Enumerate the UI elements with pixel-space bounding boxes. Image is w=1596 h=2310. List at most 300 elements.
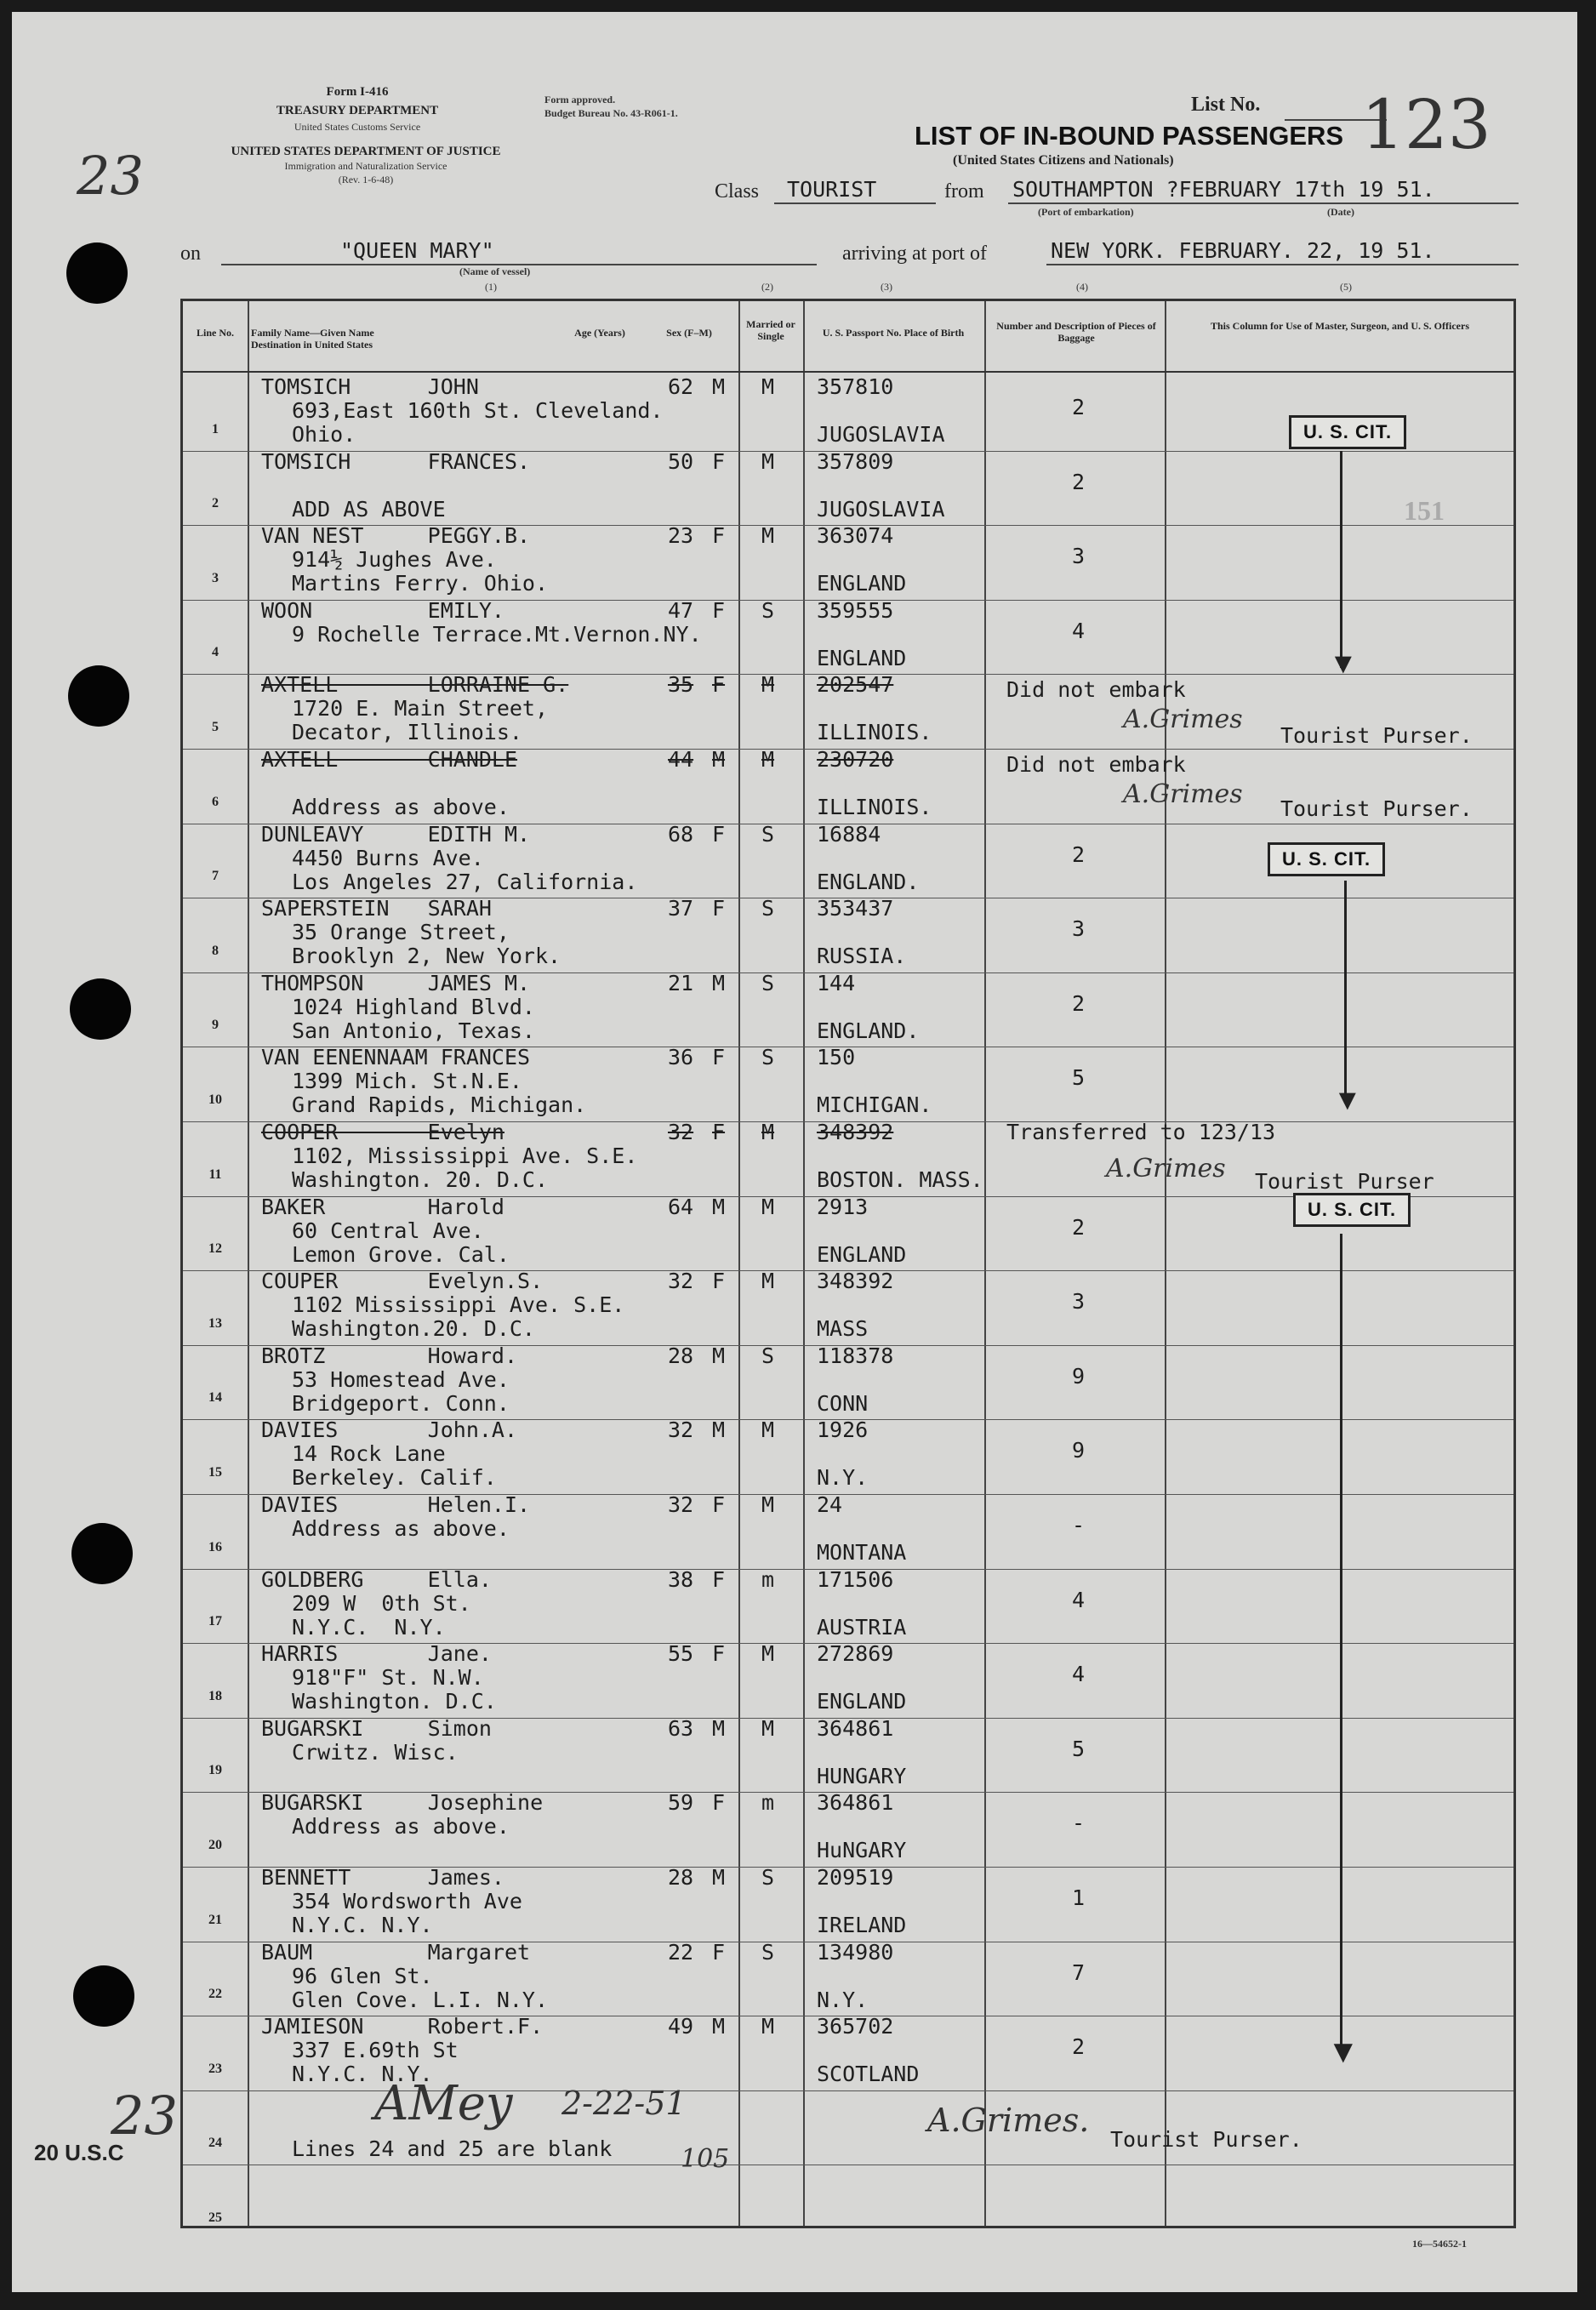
place-of-birth: IRELAND [817,1913,907,1937]
passenger-marital: M [761,523,775,549]
passport-number: 171506 [817,1566,894,1592]
date-caption: (Date) [1327,206,1354,218]
form-approved: Form approved. [544,94,616,106]
baggage-count: 2 [1072,1214,1086,1240]
table-row [183,972,1513,1047]
table-row [183,1643,1513,1718]
line-number: 19 [208,1763,222,1778]
table-row [183,1715,1513,1793]
line-number: 13 [208,1315,222,1331]
inspector-signature: AMey [374,2076,513,2131]
table-row [183,1792,1513,1867]
passport-number: 1926 [817,1417,869,1443]
passenger-age: 59 [668,1790,694,1816]
table-row [183,1566,1513,1644]
passport-number: 118378 [817,1343,894,1368]
place-of-birth: HuNGARY [817,1838,907,1863]
passenger-marital: M [761,1715,775,1741]
passenger-marital: S [761,1939,775,1965]
passenger-name: COUPER Evelyn.S. [261,1269,544,1294]
passenger-age: 32 [668,1492,694,1517]
form-number: Form I-416 [326,85,389,99]
address-line-2: San Antonio, Texas. [292,1018,535,1043]
baggage-count: 2 [1072,469,1086,494]
passport-number: 357810 [817,374,894,399]
arrow-line [1340,451,1342,668]
baggage-count: 4 [1072,1587,1086,1612]
passenger-table [180,299,1516,2228]
address-line-2: Brooklyn 2, New York. [292,944,561,969]
officer-note: Transferred to 123/13 [1006,1120,1276,1144]
baggage-count: 2 [1072,395,1086,419]
baggage-count: 4 [1072,618,1086,643]
table-row [183,1270,1513,1345]
line-number: 16 [208,1539,222,1554]
passenger-sex: M [712,1194,726,1219]
passenger-age: 64 [668,1194,694,1219]
passenger-name: AXTELL LORRAINE G. [261,672,569,698]
passenger-marital: M [761,2014,775,2039]
place-of-birth: ENGLAND. [817,1018,920,1043]
passenger-sex: F [712,1120,726,1144]
arriving-value: NEW YORK. FEBRUARY. 22, 19 51. [1051,238,1435,263]
passenger-sex: F [712,1045,726,1070]
on-label: on [180,242,201,265]
document-subtitle: (United States Citizens and Nationals) [953,153,1174,168]
margin-number-top: 23 [77,145,144,207]
from-underline [1008,202,1519,204]
line-number: 24 [208,2136,222,2151]
treasury-dept: TREASURY DEPARTMENT [276,104,439,117]
table-row [183,1047,1513,1121]
officer-note: Did not embark [1006,677,1186,703]
passenger-marital: M [761,1492,775,1517]
class-value: TOURIST [787,177,877,202]
baggage-count: 9 [1072,1438,1086,1463]
passenger-name: AXTELL CHANDLE [261,747,518,772]
punch-hole [68,665,129,727]
passenger-name: WOON EMILY. [261,597,504,623]
passport-number: 353437 [817,896,894,921]
table-row [183,1419,1513,1494]
address-line-2: Washington.20. D.C. [292,1316,535,1342]
signature-date: 2-22-51 [561,2085,687,2122]
line-number: 18 [208,1688,222,1703]
passport-number: 272869 [817,1641,894,1667]
place-of-birth: RUSSIA. [817,944,907,969]
table-row [183,525,1513,600]
passenger-sex: M [712,1417,726,1443]
passenger-name: BENNETT James. [261,1865,504,1890]
line-number: 4 [212,645,219,660]
class-underline [774,202,936,204]
passenger-name: TOMSICH JOHN [261,374,479,399]
passenger-sex: M [712,1865,726,1890]
passenger-sex: M [712,2014,726,2039]
list-no-value: 123 [1361,85,1491,164]
address-line-1: 354 Wordsworth Ave [292,1889,522,1914]
address-line-1: 14 Rock Lane [292,1441,446,1467]
passport-number: 230720 [817,747,894,772]
us-cit-stamp: U. S. CIT. [1289,415,1406,449]
arriving-label: arriving at port of [842,242,987,265]
passport-number: 363074 [817,523,894,549]
passport-number: 364861 [817,1790,894,1816]
place-of-birth: ENGLAND [817,645,907,670]
margin-number-bottom: 23 [111,2085,178,2147]
passenger-age: 49 [668,2014,694,2039]
passenger-marital: M [761,448,775,474]
passenger-marital: M [761,1194,775,1219]
passenger-marital: S [761,597,775,623]
document-title: LIST OF IN-BOUND PASSENGERS [915,121,1344,151]
passenger-sex: F [712,1269,726,1294]
baggage-count: 2 [1072,2034,1086,2060]
address-line-2: Los Angeles 27, California. [292,869,638,894]
passenger-sex: F [712,1790,726,1816]
passport-number: 348392 [817,1269,894,1294]
address-line-1: 4450 Burns Ave. [292,845,484,870]
place-of-birth: MICHIGAN. [817,1092,932,1118]
passenger-sex: F [712,523,726,549]
place-of-birth: ILLINOIS. [817,720,932,745]
passenger-name: BAKER Harold [261,1194,504,1219]
arrow-down-icon: ▼ [1333,1085,1362,1116]
table-row [183,1867,1513,1942]
passenger-age: 35 [668,672,694,698]
passenger-age: 62 [668,374,694,399]
table-row [183,1494,1513,1569]
passenger-marital: M [761,1641,775,1667]
budget-bureau: Budget Bureau No. 43-R061-1. [544,107,678,119]
line-number: 25 [208,2210,222,2225]
passenger-name: BROTZ Howard. [261,1343,518,1368]
passenger-marital: S [761,896,775,921]
address-line-2: Martins Ferry. Ohio. [292,571,549,596]
place-of-birth: JUGOSLAVIA [817,422,945,447]
colnum-1: (1) [485,281,497,293]
place-of-birth: AUSTRIA [817,1614,907,1640]
passenger-sex: F [712,1566,726,1592]
address-line-2: ADD AS ABOVE [292,496,446,522]
baggage-count: - [1072,1811,1086,1836]
passenger-name: DAVIES Helen.I. [261,1492,531,1517]
address-line-2: Bridgeport. Conn. [292,1390,510,1416]
place-of-birth: SCOTLAND [817,2062,920,2087]
baggage-count: 5 [1072,1736,1086,1761]
address-line-2: N.Y.C. N.Y. [292,1913,433,1937]
place-of-birth: ILLINOIS. [817,795,932,819]
colnum-3: (3) [881,281,892,293]
passenger-name: THOMPSON JAMES M. [261,970,531,995]
table-row [183,1939,1513,2016]
place-of-birth: N.Y. [817,1465,869,1491]
passenger-sex: F [712,896,726,921]
line-number: 9 [212,1018,219,1033]
passenger-sex: F [712,1939,726,1965]
passenger-marital: S [761,821,775,847]
passenger-age: 55 [668,1641,694,1667]
line-number: 22 [208,1987,222,2002]
line-number: 15 [208,1464,222,1480]
address-line-1: 1720 E. Main Street, [292,696,549,722]
purser-note: Tourist Purser [1255,1169,1434,1194]
col-header-line-no: Line No. [196,327,234,339]
passport-number: 16884 [817,821,881,847]
passenger-age: 47 [668,597,694,623]
passport-number: 24 [817,1492,843,1517]
vessel-caption: (Name of vessel) [459,265,531,277]
signature-number: 105 [681,2144,730,2174]
baggage-count: 2 [1072,990,1086,1016]
line-number: 1 [212,421,219,436]
passenger-name: JAMIESON Robert.F. [261,2014,544,2039]
baggage-count: 1 [1072,1885,1086,1910]
passenger-age: 50 [668,448,694,474]
line-number: 2 [212,496,219,511]
address-line-1: 209 W 0th St. [292,1590,471,1616]
baggage-count: 9 [1072,1363,1086,1389]
line-number: 6 [212,794,219,809]
arrow-down-icon: ▼ [1329,648,1358,680]
table-row [183,597,1513,675]
passenger-marital: m [761,1566,775,1592]
line-number: 8 [212,943,219,958]
passenger-marital: M [761,1269,775,1294]
passport-number: 348392 [817,1120,894,1144]
place-of-birth: CONN [817,1390,869,1416]
passport-number: 359555 [817,597,894,623]
address-line-1: 337 E.69th St [292,2038,459,2063]
passport-number: 134980 [817,1939,894,1965]
line-number: 12 [208,1241,222,1257]
place-of-birth: BOSTON. MASS. [817,1167,983,1192]
passenger-age: 28 [668,1865,694,1890]
passenger-name: SAPERSTEIN SARAH [261,896,492,921]
address-line-1: 35 Orange Street, [292,920,510,945]
arrow-down-icon: ▼ [1327,2034,1359,2070]
baggage-count: 3 [1072,1289,1086,1315]
address-line-1: 1102, Mississippi Ave. S.E. [292,1144,638,1168]
passenger-sex: M [712,747,726,772]
passenger-age: 36 [668,1045,694,1070]
ins-service: Immigration and Naturalization Service [284,160,447,172]
purser-note: Tourist Purser. [1280,796,1473,821]
justice-dept: UNITED STATES DEPARTMENT OF JUSTICE [231,145,501,158]
place-of-birth: MASS [817,1316,869,1342]
passenger-marital: S [761,970,775,995]
line-number: 21 [208,1912,222,1927]
address-line-2: N.Y.C. N.Y. [292,2062,433,2087]
passenger-marital: M [761,1417,775,1443]
passenger-name: BUGARSKI Simon [261,1715,492,1741]
port-embark-caption: (Port of embarkation) [1038,206,1134,218]
passport-number: 365702 [817,2014,894,2039]
passenger-sex: F [712,821,726,847]
line-number: 23 [208,2061,222,2076]
passenger-name: GOLDBERG Ella. [261,1566,492,1592]
purser-signature: A.Grimes. [927,2102,1090,2139]
passenger-marital: M [761,374,775,399]
address-line-2: Washington. 20. D.C. [292,1167,549,1192]
passenger-age: 44 [668,747,694,772]
purser-note: Tourist Purser. [1110,2127,1302,2152]
place-of-birth: ENGLAND. [817,869,920,894]
header-divider [183,371,1513,373]
passenger-name: VAN EENENNAAM FRANCES [261,1045,531,1070]
place-of-birth: ENGLAND [817,1241,907,1267]
arrow-line [1344,881,1347,1102]
address-line-2: Grand Rapids, Michigan. [292,1092,587,1118]
officer-note: Did not embark [1006,752,1186,777]
address-line-2: Washington. D.C. [292,1689,497,1714]
address-line-1: 96 Glen St. [292,1963,433,1988]
arrow-line [1340,1234,1342,2055]
passenger-age: 32 [668,1417,694,1443]
punch-hole [66,242,128,304]
faint-number: 151 [1404,495,1445,526]
address-line-2: Decator, Illinois. [292,720,522,745]
passport-number: 364861 [817,1715,894,1741]
usc-code: 20 U.S.C [34,2140,124,2165]
place-of-birth: JUGOSLAVIA [817,496,945,522]
passport-number: 202547 [817,672,894,698]
passenger-sex: F [712,597,726,623]
us-cit-stamp: U. S. CIT. [1268,842,1385,876]
passenger-marital: M [761,747,775,772]
place-of-birth: N.Y. [817,1987,869,2012]
passenger-name: HARRIS Jane. [261,1641,492,1667]
passenger-sex: M [712,1715,726,1741]
passenger-age: 38 [668,1566,694,1592]
line-number: 10 [208,1092,222,1107]
baggage-count: 2 [1072,841,1086,867]
passenger-name: DAVIES John.A. [261,1417,518,1443]
footer-code: 16—54652-1 [1412,2238,1467,2250]
baggage-count: - [1072,1513,1086,1537]
address-line-1: 1399 Mich. St.N.E. [292,1069,522,1094]
from-value: SOUTHAMPTON ?FEBRUARY 17th 19 51. [1012,177,1435,202]
col-header-name: Family Name—Given Name Destination in United States [251,327,374,351]
passenger-marital: M [761,672,775,698]
table-row [183,898,1513,972]
arriving-underline [1046,264,1519,265]
punch-hole [73,1965,134,2027]
passenger-age: 63 [668,1715,694,1741]
passenger-sex: F [712,672,726,698]
purser-signature: A.Grimes [1123,704,1243,734]
passenger-sex: F [712,448,726,474]
passenger-sex: F [712,1492,726,1517]
from-label: from [944,180,984,202]
table-row [183,448,1513,526]
passenger-age: 32 [668,1120,694,1144]
passenger-age: 32 [668,1269,694,1294]
line-number: 14 [208,1390,222,1406]
line-number: 5 [212,719,219,734]
colnum-4: (4) [1076,281,1088,293]
col-header-sex: Sex (F–M) [666,327,712,339]
address-line-2: Ohio. [292,422,356,447]
passenger-name: TOMSICH FRANCES. [261,448,531,474]
passport-number: 144 [817,970,856,995]
customs-service: United States Customs Service [294,121,421,133]
passenger-age: 37 [668,896,694,921]
passport-number: 357809 [817,448,894,474]
class-label: Class [715,180,760,202]
passenger-age: 23 [668,523,694,549]
address-line-1: Address as above. [292,1516,510,1541]
address-line-1: 9 Rochelle Terrace.Mt.Vernon.NY. [292,621,702,647]
address-line-1: Address as above. [292,1814,510,1839]
vessel-value: "QUEEN MARY" [340,238,494,263]
address-line-1: 60 Central Ave. [292,1218,484,1243]
address-line-1: 1024 Highland Blvd. [292,994,535,1019]
passenger-name: DUNLEAVY EDITH M. [261,821,531,847]
col-header-baggage: Number and Description of Pieces of Baggage [996,320,1156,344]
address-line-1: 53 Homestead Ave. [292,1366,510,1392]
table-row [183,2165,1513,2239]
purser-note: Tourist Purser. [1280,723,1473,748]
passenger-name: VAN NEST PEGGY.B. [261,523,531,549]
line-number: 17 [208,1614,222,1629]
colnum-2: (2) [761,281,773,293]
purser-signature: A.Grimes [1106,1154,1226,1184]
baggage-count: 3 [1072,916,1086,942]
line-number: 3 [212,570,219,585]
address-line-1: 918"F" St. N.W. [292,1665,484,1691]
baggage-count: 5 [1072,1065,1086,1091]
revision: (Rev. 1-6-48) [338,174,394,185]
passenger-age: 22 [668,1939,694,1965]
line-number: 20 [208,1837,222,1852]
us-cit-stamp: U. S. CIT. [1293,1193,1411,1227]
punch-hole [70,978,131,1040]
purser-signature: A.Grimes [1123,779,1243,809]
address-line-2: Lemon Grove. Cal. [292,1241,510,1267]
passenger-name: COOPER Evelyn [261,1120,504,1144]
line-number: 11 [208,1166,222,1182]
passenger-marital: S [761,1343,775,1368]
colnum-5: (5) [1340,281,1352,293]
passenger-marital: S [761,1045,775,1070]
passenger-marital: M [761,1120,775,1144]
address-line-2: Lines 24 and 25 are blank [292,2136,613,2161]
baggage-count: 3 [1072,544,1086,569]
address-line-1: Crwitz. Wisc. [292,1739,459,1765]
passport-number: 209519 [817,1865,894,1890]
passenger-age: 68 [668,821,694,847]
passenger-name: BUGARSKI Josephine [261,1790,544,1816]
list-no-label: List No. [1191,94,1261,116]
place-of-birth: HUNGARY [817,1763,907,1788]
address-line-2: Address as above. [292,795,510,819]
place-of-birth: ENGLAND [817,571,907,596]
baggage-count: 7 [1072,1959,1086,1985]
place-of-birth: MONTANA [817,1540,907,1565]
line-number: 7 [212,869,219,884]
baggage-count: 4 [1072,1662,1086,1687]
address-line-1: 914½ Jughes Ave. [292,547,497,573]
passport-number: 2913 [817,1194,869,1219]
passenger-name: BAUM Margaret [261,1939,531,1965]
address-line-2: Glen Cove. L.I. N.Y. [292,1987,549,2012]
passenger-marital: S [761,1865,775,1890]
table-row [183,1345,1513,1420]
passenger-sex: M [712,374,726,399]
col-header-passport: U. S. Passport No. Place of Birth [822,327,965,339]
passenger-age: 28 [668,1343,694,1368]
